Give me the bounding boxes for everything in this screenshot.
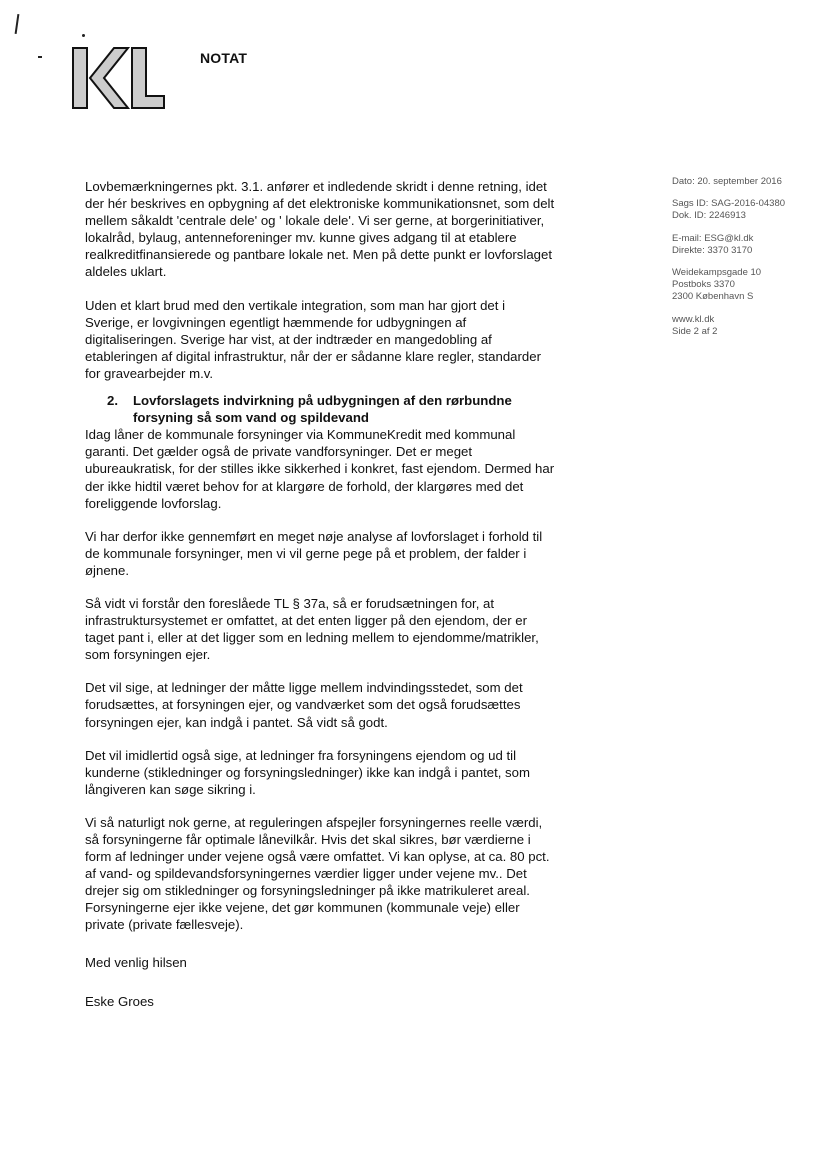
section-number: 2. <box>107 393 118 409</box>
email: E-mail: ESG@kl.dk <box>672 232 754 244</box>
date: Dato: 20. september 2016 <box>672 176 782 187</box>
section-heading <box>85 392 555 426</box>
scan-mark <box>15 14 20 34</box>
address-line: Postboks 3370 <box>672 279 735 291</box>
scan-mark <box>38 56 42 58</box>
paragraph: Idag låner de kommunale forsyninger via KommuneKredit med kommunal garanti. Det gælder også de private vandforsyninger. Det er meget ubureaukratisk, for der stilles ikke sikkerhed i konkret, fast ejendom. Dermed har der ikke hidtil været behov for at klargøre de forhold, der klargøres med det foreliggende lovforslag. <box>85 427 555 511</box>
document-body <box>85 178 555 1026</box>
case-id: Sags ID: SAG-2016-04380 <box>672 198 786 210</box>
paragraph: Det vil imidlertid også sige, at ledninger fra forsyningens ejendom og ud til kunderne (stikledninger og forsyningsledninger) ikke kan indgå i pantet, som långiveren kan søge sikring i. <box>85 747 530 797</box>
scan-mark <box>82 34 85 37</box>
closing: Med venlig hilsen <box>85 954 187 970</box>
paragraph: Det vil sige, at ledninger der måtte ligge mellem indvindingsstedet, som det forudsættes, at forsyningen ejer, og vandværket som det også forudsættes forsyningen ejer, kan indgå i pantet. Så vidt så godt. <box>85 680 523 730</box>
page-number: Side 2 af 2 <box>672 325 718 337</box>
document-type: NOTAT <box>200 50 248 66</box>
paragraph: Lovbemærkningernes pkt. 3.1. anfører et indledende skridt i denne retning, idet der hér beskrives en opbygning af det elektroniske kommunikationsnet, som delt mellem såkaldt 'centrale dele' og ' lokale dele'. Vi ser gerne, at borgerinitiativer, lokalråd, bylaug, antenneforeninger mv. kunne gives adgang til at etablere realkreditfinansierede og pantbare lokale net. Men på dette punkt er lovforslaget aldeles uklart. <box>85 179 555 280</box>
paragraph: Så vidt vi forstår den foreslåede TL § 37a, så er forudsætningen for, at infrastruktursystemet er omfattet, at det enten ligger på den ejendom, der er taget pant i, eller at det ligger som en ledning mellem to ejendomme/matrikler, som forsyningen ejer. <box>85 595 539 663</box>
direct-phone: Direkte: 3370 3170 <box>672 244 753 256</box>
section-title: Lovforslagets indvirkning på udbygningen af den rørbundne forsyning så som vand og spildevand <box>133 393 512 426</box>
metadata-column <box>672 176 812 348</box>
signature-name: Eske Groes <box>85 993 154 1009</box>
paragraph: Vi har derfor ikke gennemført en meget nøje analyse af lovforslaget i forhold til de kommunale forsyninger, men vi vil gerne pege på et problem, der falder i øjnene. <box>85 528 543 578</box>
kl-logo <box>70 45 166 111</box>
address-line: 2300 København S <box>672 291 754 303</box>
doc-id: Dok. ID: 2246913 <box>672 210 746 222</box>
paragraph: Uden et klart brud med den vertikale integration, som man har gjort det i Sverige, er lovgivningen egentligt hæmmende for udbygningen af digitaliseringen. Sverige har vist, at der indtræder en mangedobling af etableringen af digital infrastruktur, når der er sådanne klare regler, standarder for gravearbejder m.v. <box>85 297 541 381</box>
address-line: Weidekampsgade 10 <box>672 267 762 279</box>
paragraph: Vi så naturligt nok gerne, at reguleringen afspejler forsyningernes reelle værdi, så forsyningerne får optimale lånevilkår. Hvis det skal sikres, bør værdierne i form af ledninger under vejene også være omfattet. Vi kan oplyse, at ca. 80 pct. af vand- og spildevandsforsyningernes værdier ligger under vejene mv.. Det drejer sig om stikledninger og forsyningsledninger på ikke matrikuleret areal. Forsyningerne ejer ikke vejene, det gør kommunen (kommunale veje) eller private (private fællesveje). <box>85 814 550 933</box>
website: www.kl.dk <box>672 313 715 325</box>
